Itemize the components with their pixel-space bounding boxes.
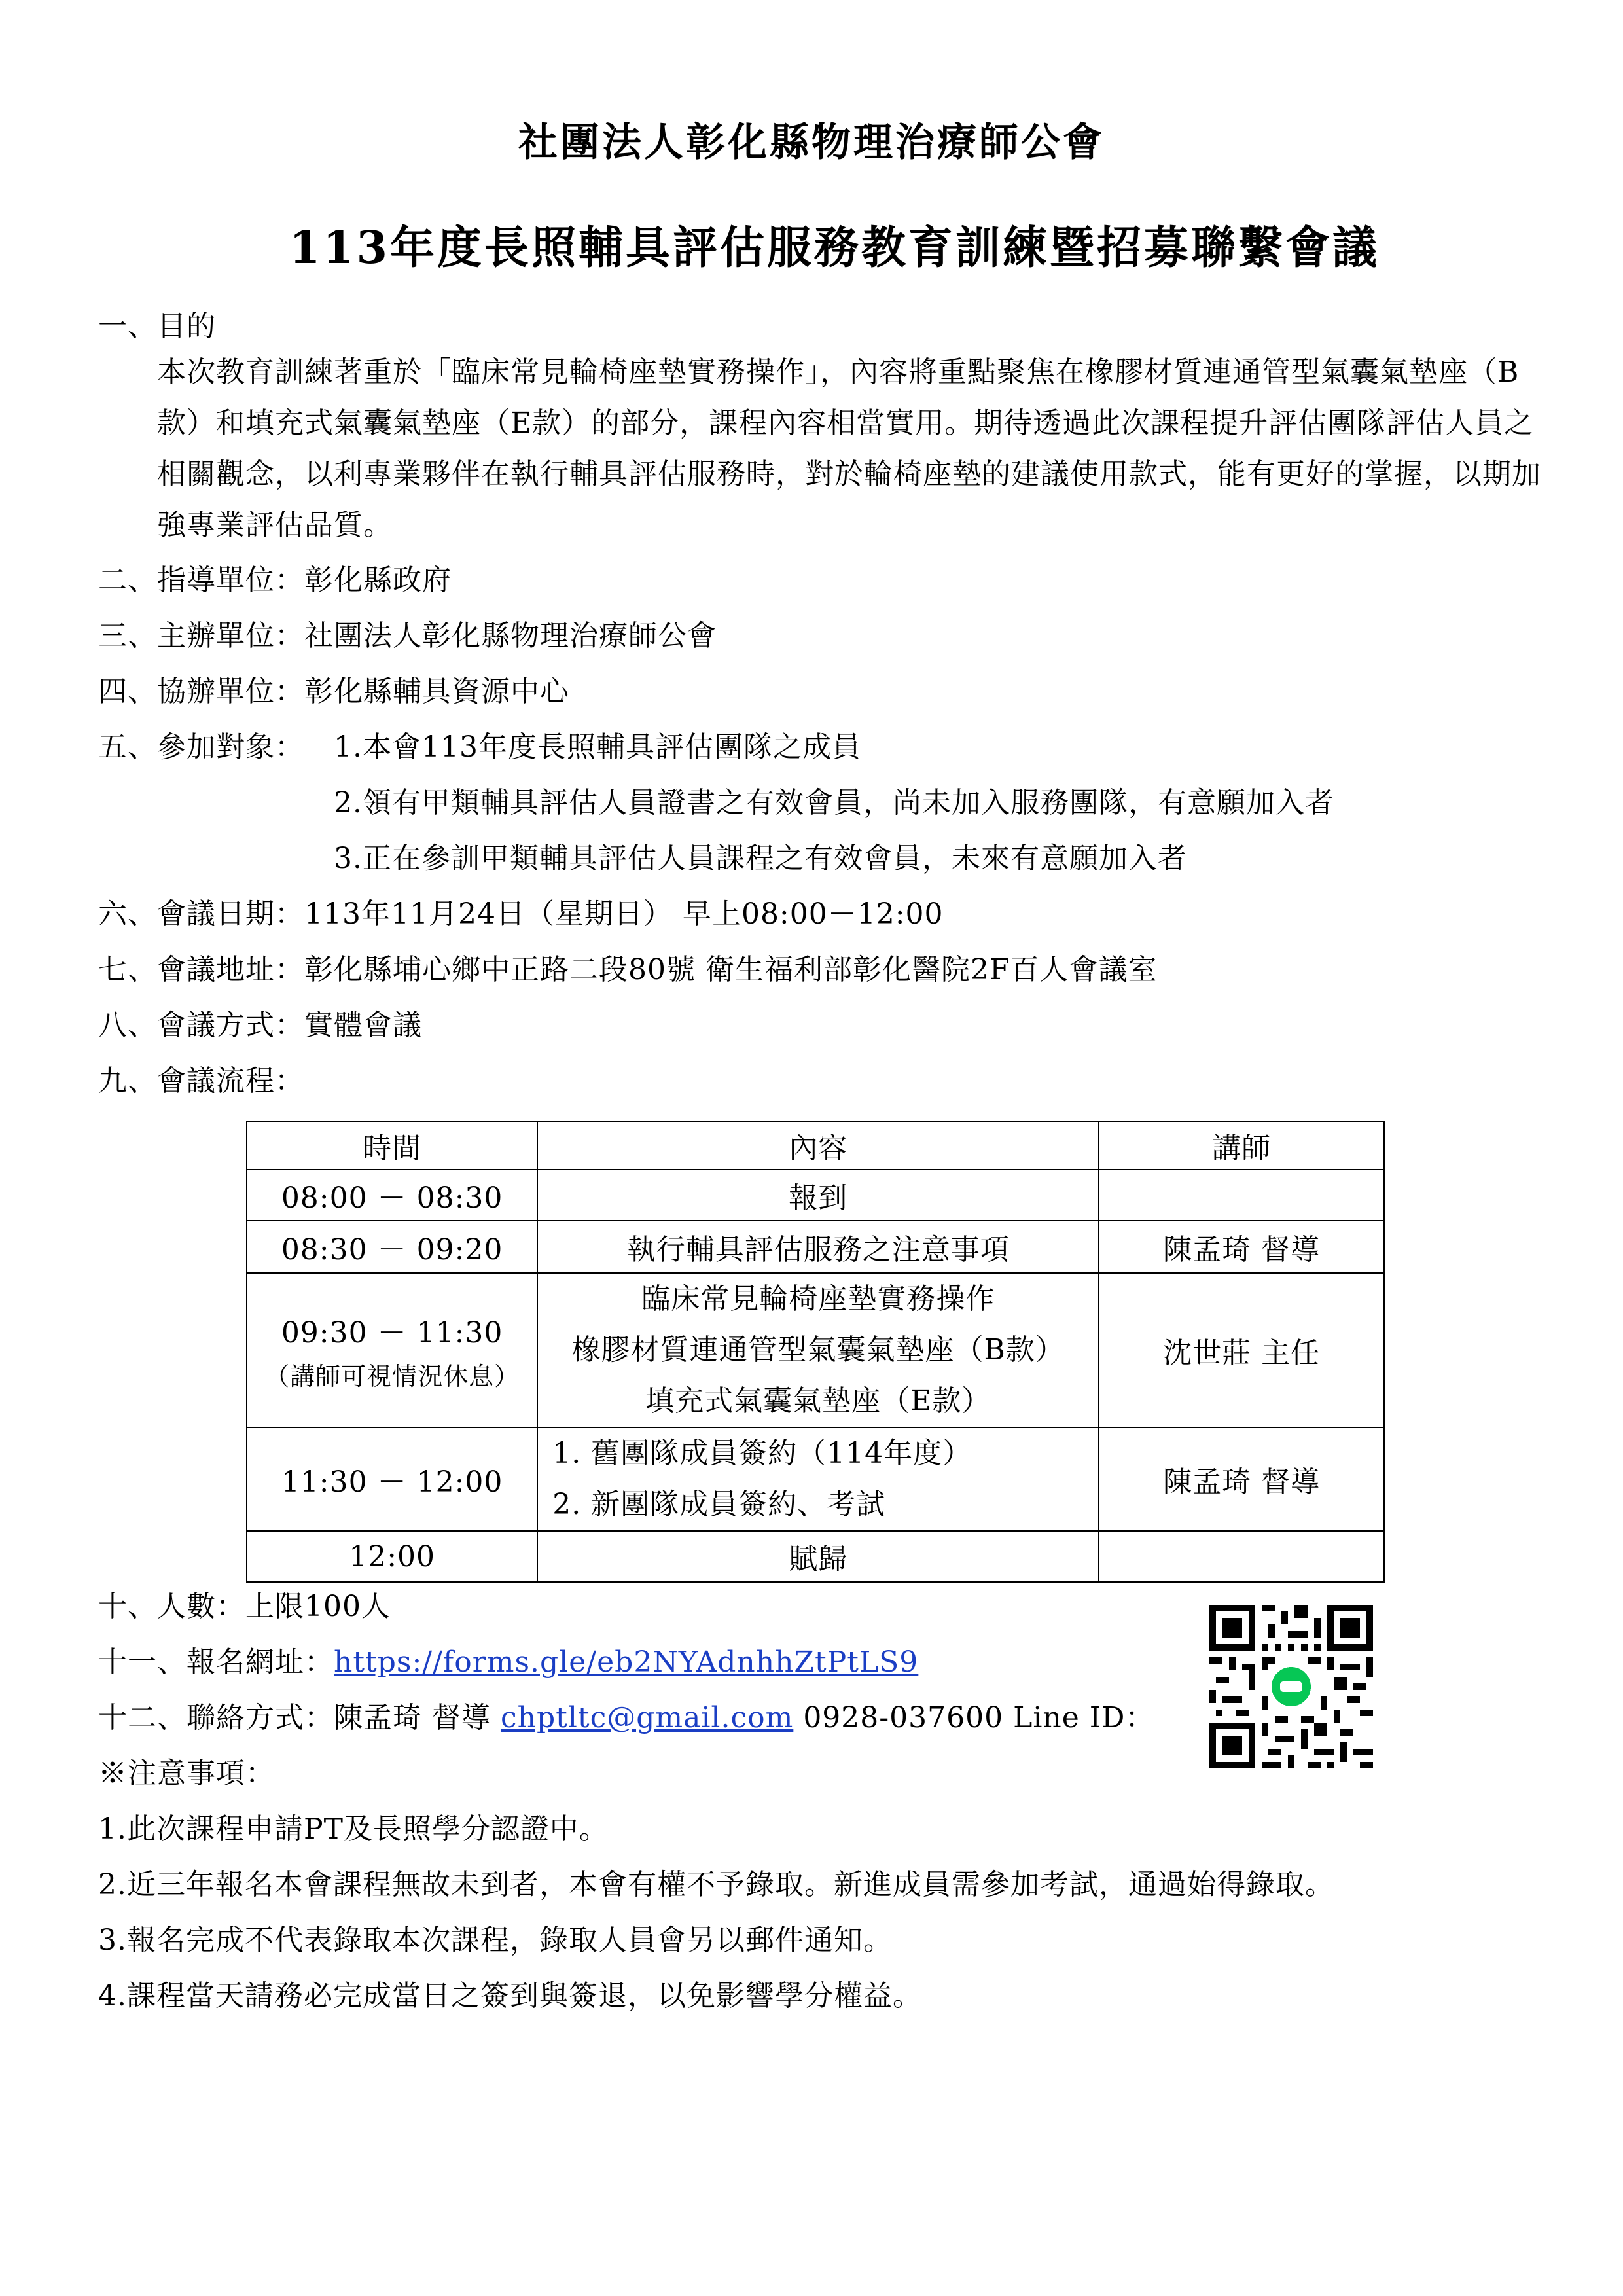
note-item: 1.此次課程申請PT及長照學分認證中。 <box>98 1812 609 1846</box>
row-time: 11:30 － 12:00 <box>247 1427 537 1531</box>
line-qr-code-icon[interactable] <box>1209 1605 1373 1768</box>
purpose-text: 本次教育訓練著重於「臨床常見輪椅座墊實務操作」，內容將重點聚焦在橡膠材質連通管型氣囊氣墊座（B款）和填充式氣囊氣墊座（E款）的部分，課程內容相當實用。期待透過此次課程提升評估團隊評估人員之相關觀念，以利專業夥伴在執行輔具評估服務時，對於輪椅座墊的建議使用款式，能有更好的掌握，以期加強專業評估品質。 <box>157 355 1541 542</box>
contact-row <box>98 1694 1154 1736</box>
table-row <box>247 1273 1384 1427</box>
audience-item: 3.正在參訓甲類輔具評估人員課程之有效會員，未來有意願加入者 <box>334 842 1187 875</box>
row-speaker: 陳孟琦 督導 <box>1099 1427 1384 1531</box>
capacity: 十、人數：上限100人 <box>98 1590 391 1623</box>
contact-label: 十二、聯絡方式：陳孟琦 督導 <box>98 1701 501 1734</box>
row-time: 08:00 － 08:30 <box>247 1170 537 1221</box>
table-row <box>247 1531 1384 1582</box>
contact-email-link[interactable]: chptltc@gmail.com <box>500 1701 794 1734</box>
header-content: 內容 <box>537 1121 1099 1170</box>
purpose-heading: 一、目的 <box>98 310 216 343</box>
row-content: 賦歸 <box>537 1531 1099 1582</box>
table-header-row <box>247 1121 1384 1170</box>
table-row <box>247 1221 1384 1273</box>
event-title: 113年度長照輔具評估服務教育訓練暨招募聯繫會議 <box>289 222 1380 274</box>
row-speaker <box>1099 1170 1384 1221</box>
row-content-line: 2. 新團隊成員簽約、考試 <box>552 1488 886 1521</box>
row-content: 執行輔具評估服務之注意事項 <box>537 1221 1099 1273</box>
meeting-mode: 八、會議方式：實體會議 <box>98 1009 422 1042</box>
row-content-cell <box>537 1427 1099 1531</box>
header-speaker: 講師 <box>1099 1121 1384 1170</box>
table-row <box>247 1170 1384 1221</box>
row-time: 09:30 － 11:30 <box>281 1316 503 1350</box>
row-speaker: 陳孟琦 督導 <box>1099 1221 1384 1273</box>
row-time-note: （講師可視情況休息） <box>264 1361 520 1391</box>
note-item: 4.課程當天請務必完成當日之簽到與簽退，以免影響學分權益。 <box>98 1979 922 2013</box>
signup-row <box>98 1638 918 1680</box>
row-speaker <box>1099 1531 1384 1582</box>
row-content-line: 臨床常見輪椅座墊實務操作 <box>641 1282 995 1316</box>
row-content-line: 橡膠材質連通管型氣囊氣墊座（B款） <box>571 1333 1065 1367</box>
note-item: 3.報名完成不代表錄取本次課程，錄取人員會另以郵件通知。 <box>98 1924 893 1957</box>
agenda-table <box>246 1121 1385 1583</box>
audience-item: 2.領有甲類輔具評估人員證書之有效會員，尚未加入服務團隊，有意願加入者 <box>334 786 1334 819</box>
purpose-paragraph <box>157 347 1544 551</box>
audience-item: 1.本會113年度長照輔具評估團隊之成員 <box>334 730 861 764</box>
row-content-line: 1. 舊團隊成員簽約（114年度） <box>552 1437 972 1470</box>
row-time: 12:00 <box>247 1531 537 1582</box>
co-organizer-unit: 四、協辦單位：彰化縣輔具資源中心 <box>98 675 569 708</box>
table-row <box>247 1427 1384 1531</box>
row-time: 08:30 － 09:20 <box>247 1221 537 1273</box>
note-item: 2.近三年報名本會課程無故未到者，本會有權不予錄取。新進成員需參加考試，通過始得錄取。 <box>98 1868 1334 1901</box>
contact-phone: 0928-037600 Line ID： <box>793 1701 1155 1734</box>
meeting-date: 六、會議日期：113年11月24日（星期日） 早上08:00－12:00 <box>98 897 944 931</box>
organizer-unit: 三、主辦單位：社團法人彰化縣物理治療師公會 <box>98 619 717 653</box>
signup-link[interactable]: https://forms.gle/eb2NYAdnhhZtPtLS9 <box>334 1645 919 1679</box>
signup-label: 十一、報名網址： <box>98 1645 334 1679</box>
organization-title: 社團法人彰化縣物理治療師公會 <box>518 120 1105 166</box>
row-time-cell <box>247 1273 537 1427</box>
row-speaker: 沈世莊 主任 <box>1099 1273 1384 1427</box>
row-content: 報到 <box>537 1170 1099 1221</box>
row-content-cell <box>537 1273 1099 1427</box>
audience-label: 五、參加對象： <box>98 730 304 764</box>
agenda-heading: 九、會議流程： <box>98 1064 304 1098</box>
notes-heading: ※注意事項： <box>98 1757 275 1790</box>
header-time: 時間 <box>247 1121 537 1170</box>
guidance-unit: 二、指導單位：彰化縣政府 <box>98 564 452 597</box>
row-content-line: 填充式氣囊氣墊座（E款） <box>645 1384 991 1418</box>
meeting-address: 七、會議地址：彰化縣埔心鄉中正路二段80號 衛生福利部彰化醫院2F百人會議室 <box>98 953 1158 986</box>
